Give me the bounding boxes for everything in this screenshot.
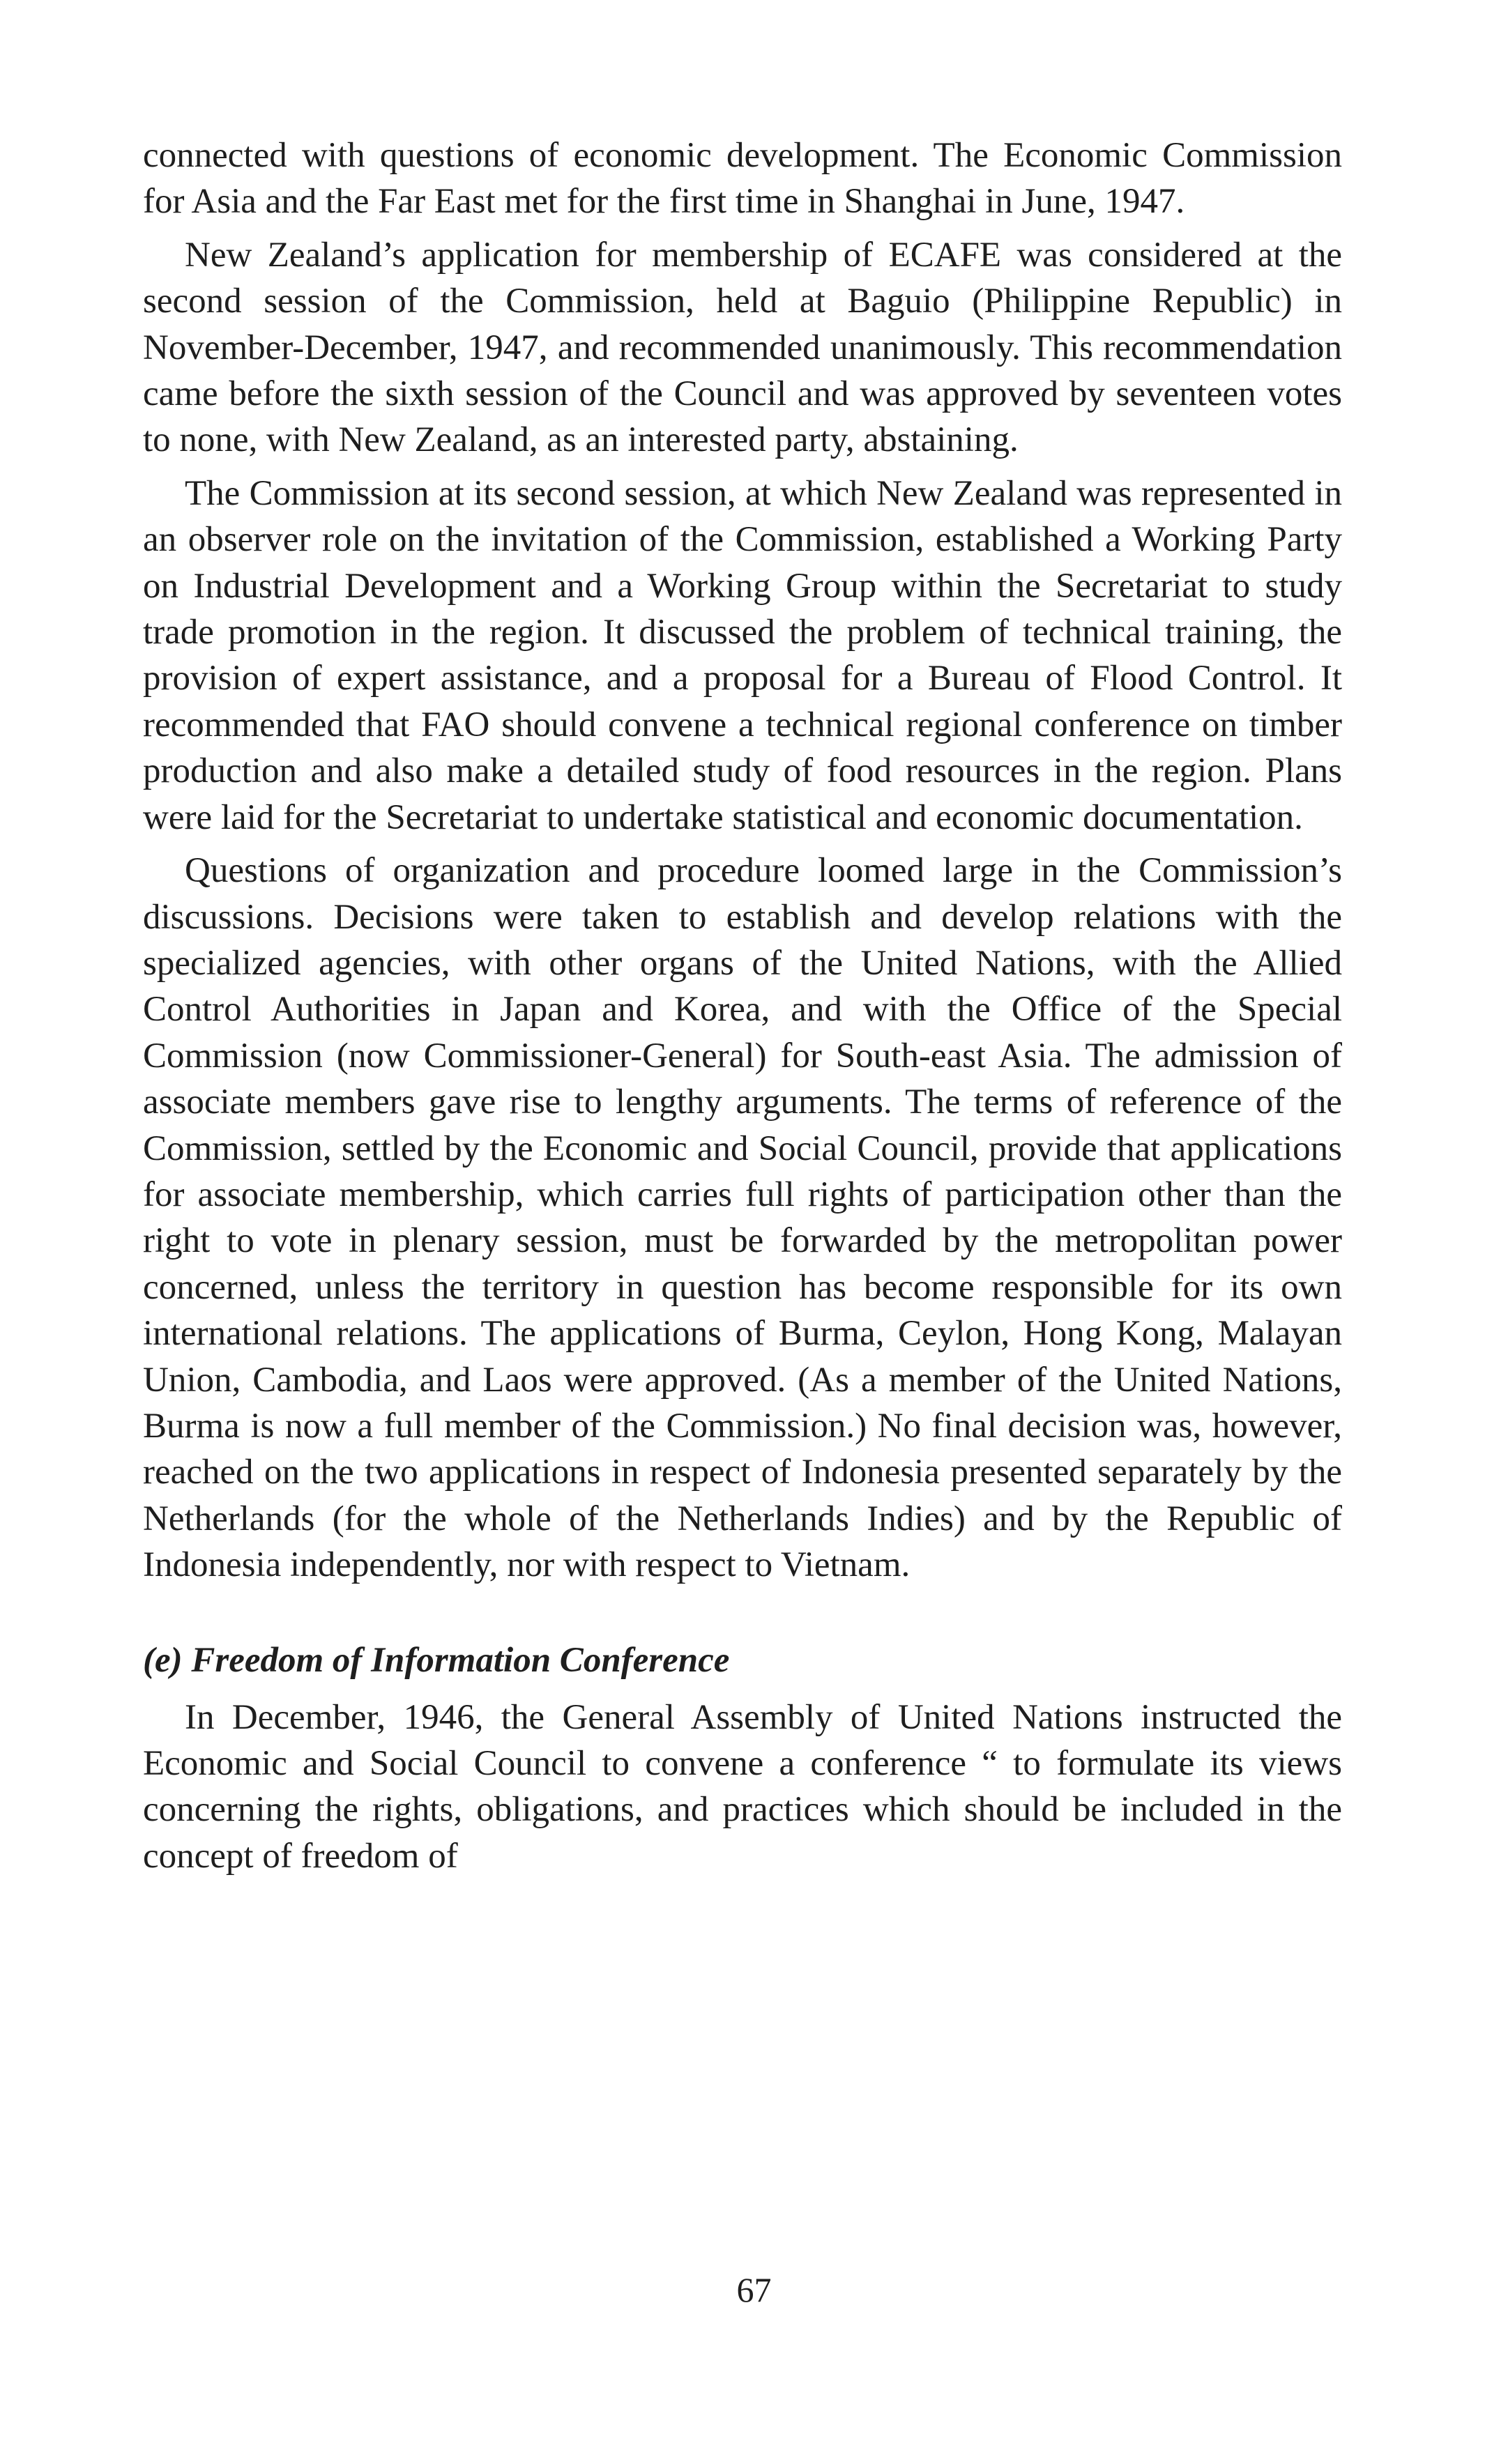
section-heading: (e) Freedom of Information Conference xyxy=(143,1640,730,1680)
paragraph-continuation: connected with questions of economic development. The Economic Commission for Asia and the Far East met for the first time in Shanghai in June, 1947. xyxy=(143,136,1342,222)
paragraph-freedom-of-information: In December, 1946, the General Assembly of United Nations instructed the Economic and Social Council to convene a conference “ to formulate its views concerning the rights, obligations, and practices which should be included in the concept of freedom of xyxy=(143,1697,1342,1876)
page-number: 67 xyxy=(736,2270,772,2309)
paragraph-new-zealand-application: New Zealand’s application for membership of ECAFE was considered at the second session of the Commission, held at Baguio (Philippine Republic) in November-December, 1947, and recommended unanimously. This recommendation came before the sixth session of the Council and was approved by seventeen votes to none, with New Zealand, as an interested party, abstaining. xyxy=(143,235,1342,460)
paragraph-commission-second-session: The Commission at its second session, at which New Zealand was represented in an observer role on the invitation of the Commission, established a Working Party on Industrial Development and a Working Group within the Secretariat to study trade promotion in the region. It discussed the problem of technical training, the provision of expert assistance, and a proposal for a Bureau of Flood Control. It recommended that FAO should convene a technical regional conference on timber production and also make a detailed study of food resources in the region. Plans were laid for the Secretariat to undertake statistical and economic documentation. xyxy=(143,473,1342,837)
page-body xyxy=(143,132,1342,1879)
paragraph-organization-procedure: Questions of organization and procedure loomed large in the Commission’s discussions. Decisions were taken to establish and develop relations with the specialized agencies, with other organs of the United Nations, with the Allied Control Authorities in Japan and Korea, and with the Office of the Special Commission (now Commissioner-General) for South-east Asia. The admission of associate members gave rise to lengthy arguments. The terms of reference of the Commission, settled by the Economic and Social Council, provide that applications for associate membership, which carries full rights of participation other than the right to vote in plenary session, must be forwarded by the metropolitan power concerned, unless the territory in question has become responsible for its own international relations. The applications of Burma, Ceylon, Hong Kong, Malayan Union, Cambodia, and Laos were approved. (As a member of the United Nations, Burma is now a full member of the Commission.) No final decision was, however, reached on the two applications in respect of Indonesia presented separately by the Netherlands (for the whole of the Netherlands Indies) and by the Republic of Indonesia independently, nor with respect to Vietnam. xyxy=(143,851,1342,1585)
